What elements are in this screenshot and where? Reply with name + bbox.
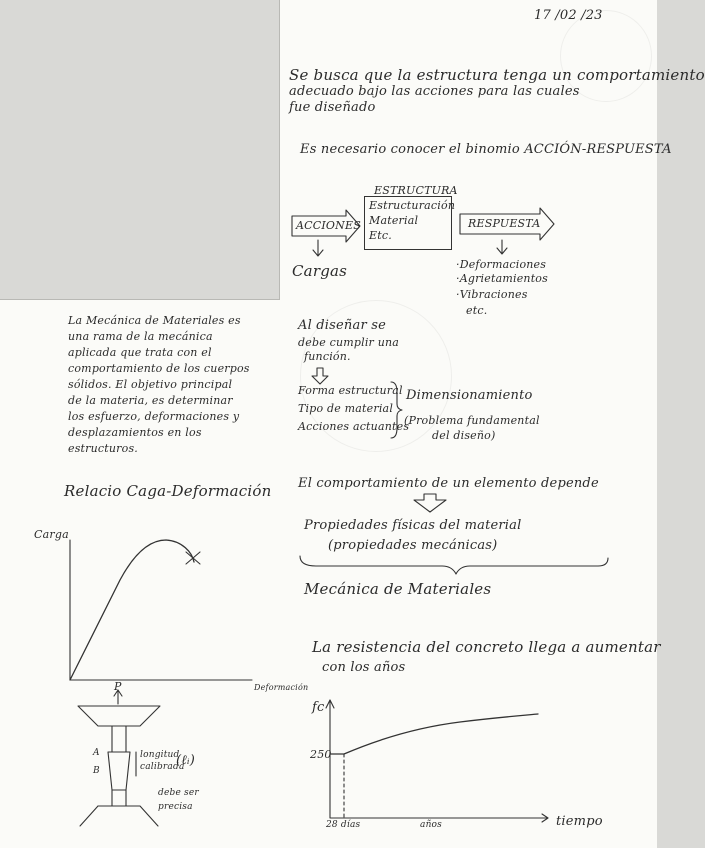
respuesta-down-arrow xyxy=(497,240,507,254)
mecanica-materiales: Mecánica de Materiales xyxy=(304,580,492,598)
concrete-x-label: tiempo xyxy=(556,814,603,829)
intro-line-2: adecuado bajo las acciones para las cuales xyxy=(289,84,580,99)
paragraph-line: los esfuerzo, deformaciones y xyxy=(68,410,240,423)
respuesta-item: ·Vibraciones xyxy=(456,288,528,301)
estructura-title: ESTRUCTURA xyxy=(374,184,458,197)
props-line-1: Propiedades físicas del material xyxy=(304,518,522,533)
concrete-line-1: La resistencia del concreto llega a aumentar xyxy=(312,638,661,656)
li-label: (ℓᵢ) xyxy=(176,753,195,768)
respuesta-item: ·Agrietamientos xyxy=(456,272,548,285)
load-deformation-curve xyxy=(70,540,194,680)
design-line-2: debe cumplir una xyxy=(298,336,400,349)
design-line-3: función. xyxy=(304,350,351,363)
acciones-label: ACCIONES xyxy=(296,219,361,232)
specimen-top-grip xyxy=(78,706,160,726)
respuesta-label: RESPUESTA xyxy=(468,217,541,230)
strength-curve xyxy=(330,714,538,754)
funcion-hollow-arrow xyxy=(312,368,328,384)
paragraph-line: aplicada que trata con el xyxy=(68,346,212,359)
graph2-axes xyxy=(330,700,548,818)
paragraph-line: estructuros. xyxy=(68,442,139,455)
specimen-a-label: A xyxy=(93,748,100,758)
concrete-x-tick-years: años xyxy=(420,820,442,830)
specimen-p-label: P xyxy=(114,680,122,693)
design-item: Forma estructural xyxy=(298,384,403,397)
concrete-y-label: fc xyxy=(312,700,325,715)
precisa-label-2: precisa xyxy=(158,802,193,812)
graph1-y-label: Carga xyxy=(34,528,69,541)
paragraph-line: La Mecánica de Materiales es xyxy=(68,314,241,327)
paragraph-line: comportamiento de los cuerpos xyxy=(68,362,250,375)
paragraph-line: una rama de la mecánica xyxy=(68,330,213,343)
behavior-line: El comportamiento de un elemento depende xyxy=(298,476,599,491)
cargas-label: Cargas xyxy=(292,262,348,280)
precisa-label-1: debe ser xyxy=(158,788,199,798)
materials-brace xyxy=(300,556,608,574)
specimen-bottom-grip xyxy=(98,806,158,826)
intro-line-3: fue diseñado xyxy=(289,100,376,115)
design-item: Acciones actuantes xyxy=(298,420,410,433)
concrete-line-2: con los años xyxy=(322,660,406,675)
behavior-hollow-arrow xyxy=(414,494,446,512)
fracture-mark xyxy=(186,552,200,564)
date: 17 /02 /23 xyxy=(534,8,603,23)
concrete-x-tick-28: 28 días xyxy=(326,820,361,830)
dim-note-1: (Problema fundamental xyxy=(404,414,540,427)
intro-line-1: Se busca que la estructura tenga un comportamiento xyxy=(289,66,705,84)
concrete-y-tick: 250 xyxy=(310,748,332,761)
specimen-b-label: B xyxy=(93,766,100,776)
dimensionamiento: Dimensionamiento xyxy=(406,388,533,403)
estructura-item: Etc. xyxy=(369,229,392,242)
respuesta-item: etc. xyxy=(466,304,488,317)
design-line-1: Al diseñar se xyxy=(298,318,386,333)
longitud-label-2: calibrada xyxy=(140,762,185,772)
cargas-down-arrow xyxy=(313,240,323,256)
graph1-x-label: Deformación xyxy=(254,683,309,692)
estructura-item: Material xyxy=(369,214,419,227)
props-line-2: (propiedades mecánicas) xyxy=(328,538,498,553)
paragraph-line: desplazamientos en los xyxy=(68,426,202,439)
paragraph-line: sólidos. El objetivo principal xyxy=(68,378,233,391)
respuesta-item: ·Deformaciones xyxy=(456,258,547,271)
specimen-gauge xyxy=(108,752,130,790)
dim-note-2: del diseño) xyxy=(432,429,496,442)
design-item: Tipo de material xyxy=(298,402,394,415)
paragraph-line: de la materia, es determinar xyxy=(68,394,233,407)
estructura-item: Estructuración xyxy=(369,199,456,212)
relation-title: Relacio Caga-Deformación xyxy=(64,482,272,500)
binomio-line: Es necesario conocer el binomio ACCIÓN-RESPUESTA xyxy=(300,142,672,157)
graph1-axes xyxy=(70,540,252,680)
longitud-label-1: longitud xyxy=(140,750,180,760)
